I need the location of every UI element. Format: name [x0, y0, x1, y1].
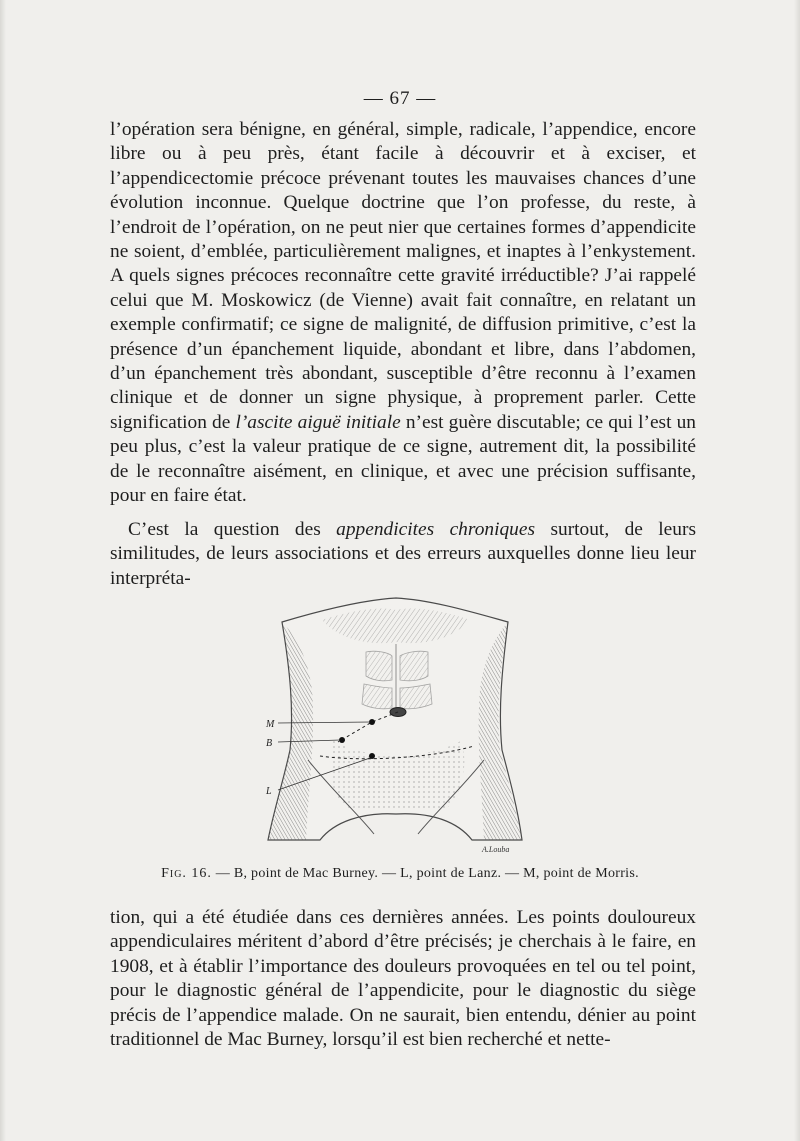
label-l: L [266, 786, 272, 797]
paragraph-1-text-a: l’opération sera bénigne, en général, simple, radicale, l’appendice, encore libre ou à peu près, étant facile à découvrir et à exciser, et l’appendicectomie précoce prévenant toutes les mauvaises chances d’une évolution inconnue. Quelque doctrine que l’on professe, du reste, à l’endroit de l’opération, on ne peut nier que certaines formes d’appendicite ne soient, d’emblée, particulièrement malignes, et inaptes à l’enkystement. A quels signes précoces reconnaître cette gravité irréductible? J’ai rappelé celui que M. Moskowicz (de Vienne) avait fait connaître, en relatant un exemple confirmatif; ce signe de malignité, de diffusion primitive, c’est la présence d’un épanchement liquide, abondant et libre, dans l’abdomen, d’un épanchement très abondant, susceptible d’être reconnu à l’examen clinique et de donner un signe physique, à proprement parler. Cette signification de [110, 119, 696, 433]
paragraph-2-text-b: surtout, de leurs similitudes, de leurs associations et des erreurs auxquelles donne lieu leur interpréta- [110, 519, 696, 589]
page-number: — 67 — [363, 88, 437, 109]
label-b: B [266, 738, 273, 749]
figure-abdomen-illustration [262, 590, 528, 855]
paragraph-2-italic: appendicites chroniques [336, 519, 536, 540]
paragraph-2 [110, 518, 696, 591]
figure-caption [0, 866, 800, 882]
paragraph-3 [110, 906, 696, 1052]
paragraph-1-text-b: n’est guère discutable; ce qui l’est un peu plus, c’est la valeur pratique de ce signe, autrement dit, la possibilité de le reconnaître aisément, en clinique, et avec une précision suffisante, pour en faire état. [110, 411, 696, 507]
paragraph-1-italic: l’ascite aiguë initiale [235, 411, 401, 433]
caption-figure-label: Fig. 16. [161, 866, 212, 881]
caption-text: — B, point de Mac Burney. — L, point de Lanz. — M, point de Morris. [211, 866, 639, 881]
paragraph-2-text-a: C’est la question des [128, 519, 337, 540]
label-m: M [266, 719, 275, 730]
abdomen-engraving [262, 590, 528, 855]
engraver-signature: A.Louba [482, 845, 510, 854]
paragraph-3-text: tion, qui a été étudiée dans ces dernières années. Les points douloureux appendiculaires méritent d’abord d’être précisés; je cherchais à le faire, en 1908, et à établir l’importance des douleurs provoquées en tel ou tel point, pour le diagnostic général de l’appendicite, pour le diagnostic du siège précis de l’appendice malade. On ne saurait, bien entendu, dénier au point traditionnel de Mac Burney, lorsqu’il est bien recherché et nette- [110, 907, 696, 1051]
page-edge-left [0, 0, 6, 1141]
paragraph-1 [110, 118, 696, 509]
page-edge-right [794, 0, 800, 1141]
